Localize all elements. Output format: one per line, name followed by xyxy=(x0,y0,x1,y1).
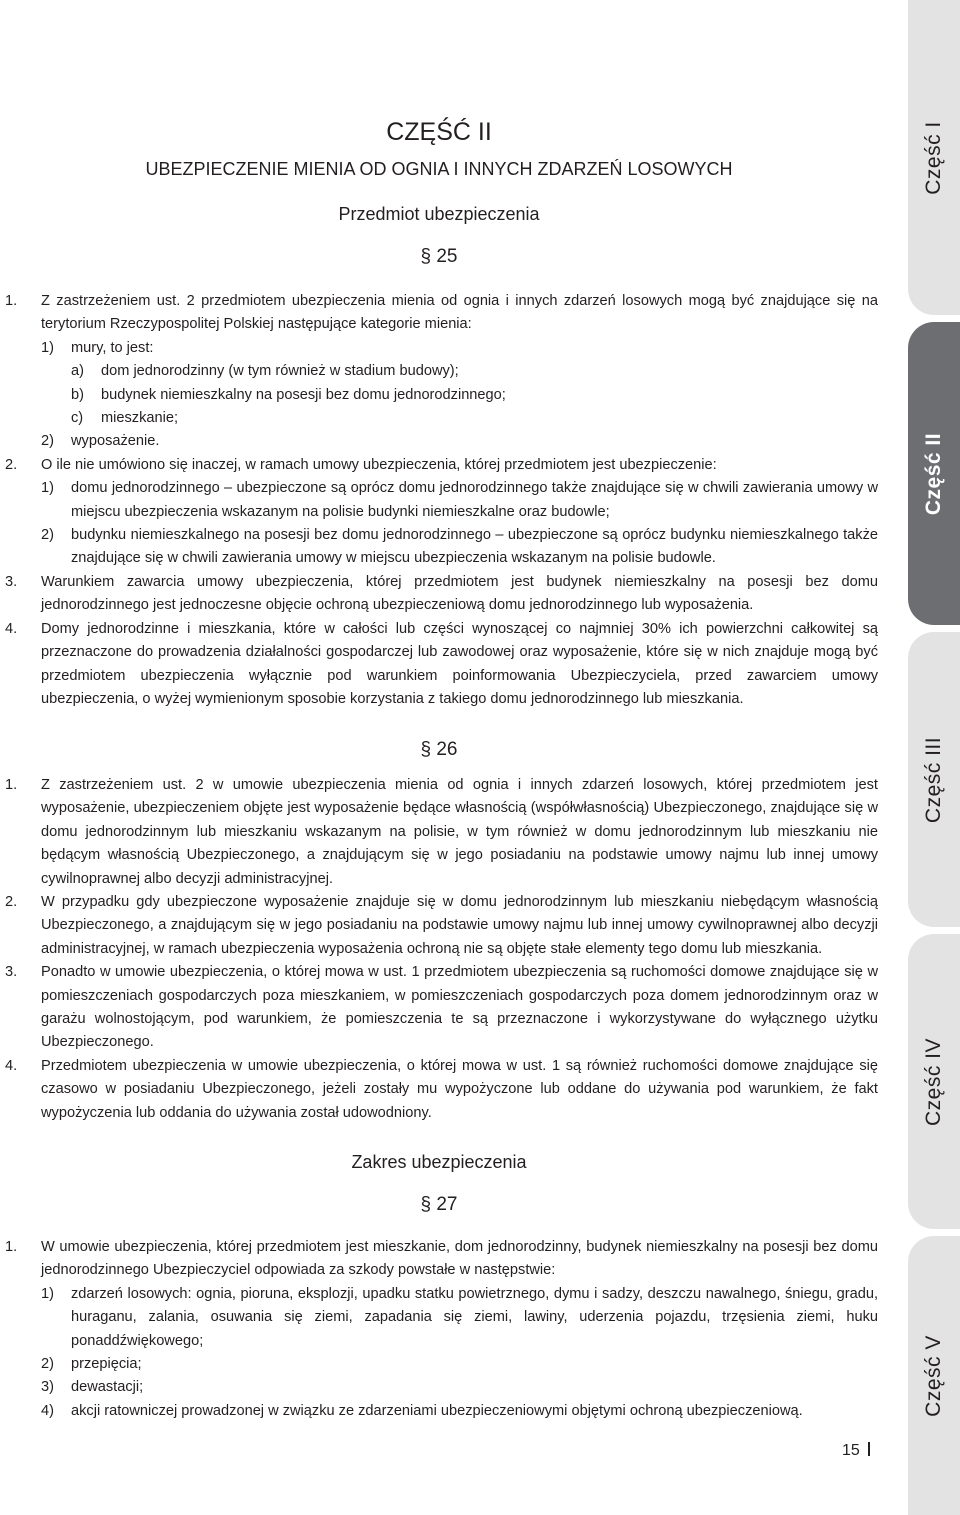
list-item xyxy=(0,290,878,337)
page-number-value: 15 xyxy=(842,1442,860,1459)
item-text: Warunkiem zawarcia umowy ubezpieczenia, której przedmiotem jest budynek niemieszkalny na posesji bez domu jednorodzinnego jest jednoczesne objęcie ochroną ubezpieczeniową domu jednorodzinnego lub wyposażenia. xyxy=(41,573,878,614)
section-26 xyxy=(0,774,878,1125)
list-item xyxy=(0,524,878,571)
paragraph-26-label: § 26 xyxy=(420,739,458,760)
section-subject: Przedmiot ubezpieczenia xyxy=(338,204,540,224)
tab-label: Część IV xyxy=(922,1037,945,1126)
item-text: W umowie ubezpieczenia, której przedmiotem jest mieszkanie, dom jednorodzinny, budynek niemieszkalny na posesji bez domu jednorodzinnego Ubezpieczyciel odpowiada za szkody powstałe w następstwie: xyxy=(41,1239,878,1279)
item-number: 1. xyxy=(5,1239,18,1255)
item-text: dom jednorodzinny (w tym również w stadium budowy); xyxy=(101,363,459,380)
list-item xyxy=(0,430,878,453)
scope-heading: Zakres ubezpieczenia xyxy=(351,1152,527,1172)
list-item xyxy=(0,961,878,1055)
item-number: 4) xyxy=(41,1402,54,1419)
list-item xyxy=(0,1055,878,1125)
tab-label: Część I xyxy=(922,120,946,195)
item-text: budynku niemieszkalnego na posesji bez domu jednorodzinnego – ubezpieczone są oprócz budynku niemieszkalnego także znajdujące się w chwili zawierania umowy w miejscu ubezpieczenia wskazanym na polisie budowle. xyxy=(71,527,878,567)
list-item xyxy=(0,1400,878,1423)
paragraph-27-label: § 27 xyxy=(420,1194,458,1215)
item-number: 1) xyxy=(41,480,54,497)
item-number: 2) xyxy=(41,433,54,450)
tab-part-1[interactable] xyxy=(908,0,960,315)
tab-part-5[interactable] xyxy=(908,1236,960,1515)
paragraph-25-label: § 25 xyxy=(420,246,458,267)
item-text: Z zastrzeżeniem ust. 2 w umowie ubezpieczenia mienia od ognia i innych zdarzeń losowych, której przedmiotem jest wyposażenie, ubezpieczeniem objęte jest wyposażenie będące własnością (współwłasnością) Ubezpieczonego, znajdujące się w domu jednorodzinnym lub mieszkaniu wskazanym na polisie, w tym również w domu jednorodzinnym lub mieszkaniu nie będącym własnością Ubezpieczonego, a znajdującym się w jego posiadaniu na podstawie umowy najmu lub innej umowy cywilnoprawnej albo decyzji administracyjnej. xyxy=(41,777,878,887)
list-item xyxy=(0,1353,878,1376)
item-number: 4. xyxy=(5,620,18,637)
list-item xyxy=(0,384,878,407)
list-item xyxy=(0,891,878,961)
item-number: 1) xyxy=(41,1285,54,1302)
part-heading: CZĘŚĆ II xyxy=(386,118,492,146)
item-text: akcji ratowniczej prowadzonej w związku ze zdarzeniami ubezpieczeniowymi objętymi ochroną ubezpieczeniową. xyxy=(71,1402,803,1419)
item-text: Ponadto w umowie ubezpieczenia, o której mowa w ust. 1 przedmiotem ubezpieczenia są ruchomości domowe znajdujące się w pomieszczeniach gospodarczych poza mieszkaniem, w pomieszczeniach gospodarczych poza domem jednorodzinnym oraz w garażu wolnostojącym, pod warunkiem, że pomieszczenia te są przeznaczone i wykorzystywane do wyłącznego użytku Ubezpieczonego. xyxy=(41,964,878,1051)
section-27 xyxy=(0,1236,878,1423)
item-text: Z zastrzeżeniem ust. 2 przedmiotem ubezpieczenia mienia od ognia i innych zdarzeń losowych mogą być znajdujące się na terytorium Rzeczypospolitej Polskiej następujące kategorie mienia: xyxy=(41,293,878,333)
item-text: mury, to jest: xyxy=(71,339,154,356)
tab-part-4[interactable] xyxy=(908,934,960,1229)
item-number: 4. xyxy=(5,1057,18,1074)
item-text: wyposażenie. xyxy=(71,433,160,450)
item-number: 1. xyxy=(5,293,18,309)
page-number-divider xyxy=(868,1442,870,1456)
tab-part-3[interactable] xyxy=(908,632,960,927)
item-number: 3. xyxy=(5,573,18,590)
item-text: O ile nie umówiono się inaczej, w ramach umowy ubezpieczenia, której przedmiotem jest ubezpieczenie: xyxy=(41,456,717,473)
list-item xyxy=(0,1236,878,1283)
item-number: b) xyxy=(71,386,84,403)
list-item xyxy=(0,618,878,712)
part-tabs xyxy=(908,0,960,1515)
item-text: domu jednorodzinnego – ubezpieczone są oprócz domu jednorodzinnego także znajdujące się w chwili zawierania umowy w miejscu ubezpieczenia wskazanym na polisie budynki niemieszkalne oraz budowle; xyxy=(71,480,878,520)
item-text: Domy jednorodzinne i mieszkania, które w całości lub części wynoszącej co najmniej 30% ich powierzchni całkowitej są przeznaczone do prowadzenia działalności gospodarczej lub zawodowej oraz wyposażenie, które się w nich znajduje mogą być przedmiotem ubezpieczenia wyłącznie pod warunkiem poinformowania Ubezpieczyciela, przed zawarciem umowy ubezpieczenia, o wyżej wymienionym sposobie korzystania z takiego domu jednorodzinnego lub mieszkania. xyxy=(41,620,878,707)
item-number: 1. xyxy=(5,777,18,793)
item-number: a) xyxy=(71,363,84,380)
list-item xyxy=(0,360,878,383)
item-number: 2. xyxy=(5,894,18,911)
item-number: 3) xyxy=(41,1379,54,1396)
item-number: 2) xyxy=(41,1356,54,1373)
list-item xyxy=(0,774,878,891)
list-item xyxy=(0,477,878,524)
item-number: 2) xyxy=(41,527,54,544)
item-text: przepięcia; xyxy=(71,1356,142,1373)
section-25 xyxy=(0,290,878,711)
item-text: budynek niemieszkalny na posesji bez domu jednorodzinnego; xyxy=(101,386,506,403)
list-item xyxy=(0,1376,878,1399)
item-text: Przedmiotem ubezpieczenia w umowie ubezpieczenia, o której mowa w ust. 1 są również ruchomości domowe znajdujące się czasowo w posiadaniu Ubezpieczonego, jeżeli zostały mu wypożyczone lub oddane do używania pod warunkiem, że fakt wypożyczenia lub oddania do używania został udowodniony. xyxy=(41,1057,878,1121)
item-number: c) xyxy=(71,410,84,427)
item-number: 3. xyxy=(5,964,18,981)
item-text: dewastacji; xyxy=(71,1379,144,1396)
list-item xyxy=(0,337,878,360)
list-item xyxy=(0,571,878,618)
list-item xyxy=(0,407,878,430)
tab-part-2[interactable] xyxy=(908,322,960,625)
tab-label: Część II xyxy=(922,432,945,515)
item-number: 2. xyxy=(5,456,18,473)
item-text: W przypadku gdy ubezpieczone wyposażenie znajduje się w domu jednorodzinnym lub mieszkaniu niebędącym własnością Ubezpieczonego, a znajdującym się w jego posiadaniu na podstawie umowy najmu lub innej umowy cywilnoprawnej albo decyzji administracyjnej, w ramach ubezpieczenia wyposażenia ochroną nie są objęte stałe elementy tego domu lub mieszkania. xyxy=(41,894,878,957)
item-number: 1) xyxy=(41,339,54,356)
tab-label: Część III xyxy=(922,736,945,823)
list-item xyxy=(0,454,878,477)
tab-label: Część V xyxy=(922,1334,945,1417)
item-text: zdarzeń losowych: ognia, pioruna, eksplozji, upadku statku powietrznego, dymu i sadzy, deszczu nawalnego, śniegu, gradu, huraganu, zalania, osuwania się ziemi, zapadania się ziemi, lawiny, uderzenia pojazdu, trzęsienia ziemi, huku ponaddźwiękowego; xyxy=(71,1285,878,1349)
part-title: UBEZPIECZENIE MIENIA OD OGNIA I INNYCH ZDARZEŃ LOSOWYCH xyxy=(145,159,733,179)
page-number xyxy=(842,1442,870,1460)
list-item xyxy=(0,1283,878,1353)
item-text: mieszkanie; xyxy=(101,410,179,427)
